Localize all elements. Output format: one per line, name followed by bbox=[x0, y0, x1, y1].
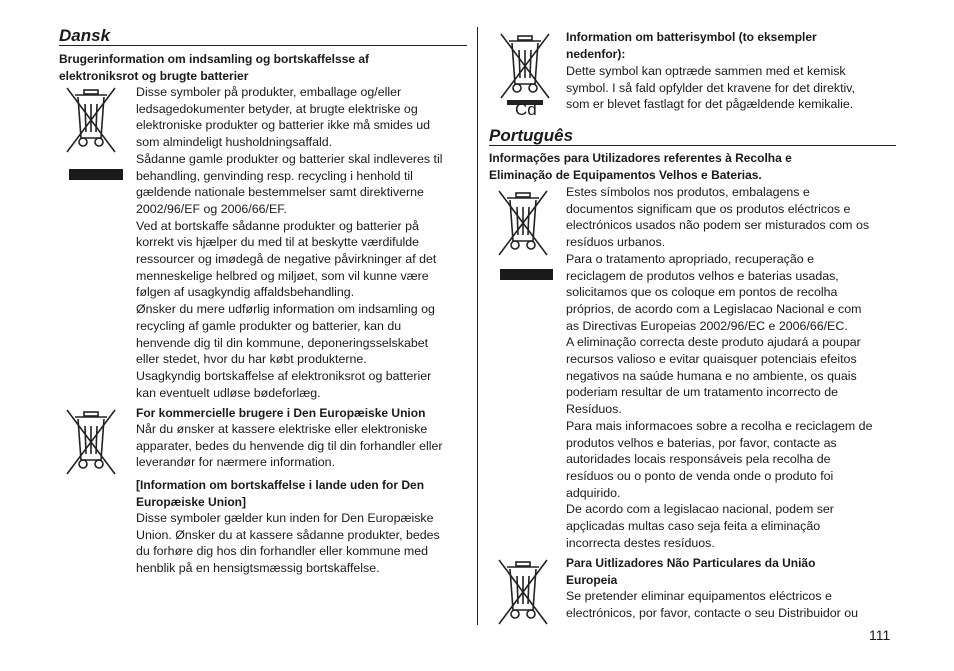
portugues-intro-title: Informações para Utilizadores referentes à Recolha e Eliminação de Equipamentos Velhos e Baterias. bbox=[489, 151, 792, 182]
heading-rule bbox=[59, 45, 467, 46]
crossed-out-bin-icon bbox=[65, 408, 117, 482]
dansk-outside-eu-title: [Information om bortskaffelse i lande uden for Den Europæiske Union] bbox=[136, 478, 425, 509]
portugues-nonprivate-body: Se pretender eliminar equipamentos eléctricos e electrónicos, por favor, contacte o seu Distribuidor ou bbox=[566, 589, 859, 620]
section-heading-dansk: Dansk bbox=[59, 26, 111, 45]
dansk-intro-body: Disse symboler på produkter, emballage og/eller ledsagedokumenter betyder, at brugte elektriske og elektroniske produkter og batterier ikke må smides ud som almindeligt husholdningsaffald. Sådanne gamle produkter og batterier skal indleveres til behandling, genvinding resp. recycling i henhold til gældende nationale bestemmelser samt direktiverne 2002/96/EF og 2006/66/EF. Ved at bortskaffe sådanne produkter og batterier på korrekt vis hjælper du med til at beskytte værdifulde ressourcer og imødegå de negative påvirkninger af det menneskelige helbred og miljøet, som vil kunne være følgen af usagkyndig affaldsbehandling. Ønsker du mere udførlig information om indsamling og recycling af gamle produkter og batterier, kan du henvende dig til din kommune, deponeringsselskabet eller stedet, hvor du har købt produkterne. Usagkyndig bortskaffelse af elektroniksrot og batterier kan eventuelt udløse bødeforlæg. bbox=[136, 85, 443, 400]
crossed-out-bin-icon bbox=[497, 558, 549, 632]
column-divider bbox=[477, 27, 478, 625]
battery-symbol-body: Dette symbol kan optræde sammen med et kemisk symbol. I så fald opfylder det kravene for det direktiv, som er blevet fastlagt for det pågældende kemikalie. bbox=[566, 64, 856, 112]
dansk-intro-title: Brugerinformation om indsamling og bortskaffelsse af elektroniksrot og brugte batterier bbox=[59, 52, 370, 83]
crossed-out-bin-icon bbox=[65, 86, 117, 160]
chemical-symbol: Cd bbox=[515, 100, 537, 119]
page-number: 111 bbox=[869, 627, 891, 643]
portugues-intro-body: Estes símbolos nos produtos, embalagens e documentos significam que os produtos eléctricos e electrónicos usados não podem ser misturados com os resíduos urbanos. Para o tratamento apropriado, recuperação e reciclagem de produtos velhos e baterias usadas, solicitamos que os coloque em pontos de recolha próprios, de acordo com a Legislacao Nacional e com as Directivas Europeias 2002/96/EC e 2006/66/EC. A eliminação correcta deste produto ajudará a poupar recursos valioso e evitar quaisquer potenciais efeitos negativos na saúde humana e no ambiente, os quais poderiam resultar de um tratamento incorrecto de Resíduos. Para mais informacoes sobre a recolha e reciclagem de produtos velhos e baterias, por favor, contacte as autoridades locais responsáveis pela recolha de resíduos ou o ponto de venda onde o produto foi adquirido. De acordo com a legislacao nacional, podem ser apçlicadas multas caso seja feita a eliminação incorrecta destes resíduos. bbox=[566, 185, 873, 550]
crossed-out-bin-icon bbox=[497, 189, 549, 263]
heading-rule bbox=[489, 145, 896, 146]
black-bar-mark bbox=[69, 169, 123, 180]
black-bar-mark bbox=[500, 269, 553, 280]
battery-symbol-title: Information om batterisymbol (to eksempler nedenfor): bbox=[566, 30, 817, 61]
section-heading-portugues: Português bbox=[489, 126, 574, 145]
dansk-commercial-title: For kommercielle brugere i Den Europæiske Union bbox=[136, 406, 426, 420]
portugues-nonprivate-title: Para Uitlizadores Não Particulares da União Europeia bbox=[566, 556, 816, 587]
dansk-outside-eu-body: Disse symboler gælder kun inden for Den Europæiske Union. Ønsker du at kassere sådanne produkter, bedes du forhøre dig hos din forhandler eller kommune med henblik på en hensigtsmæssig bortskaffelse. bbox=[136, 511, 440, 576]
dansk-commercial-body: Når du ønsker at kassere elektriske eller elektroniske apparater, bedes du henvende dig til din forhandler eller leverandør for nærmere information. bbox=[136, 422, 443, 470]
